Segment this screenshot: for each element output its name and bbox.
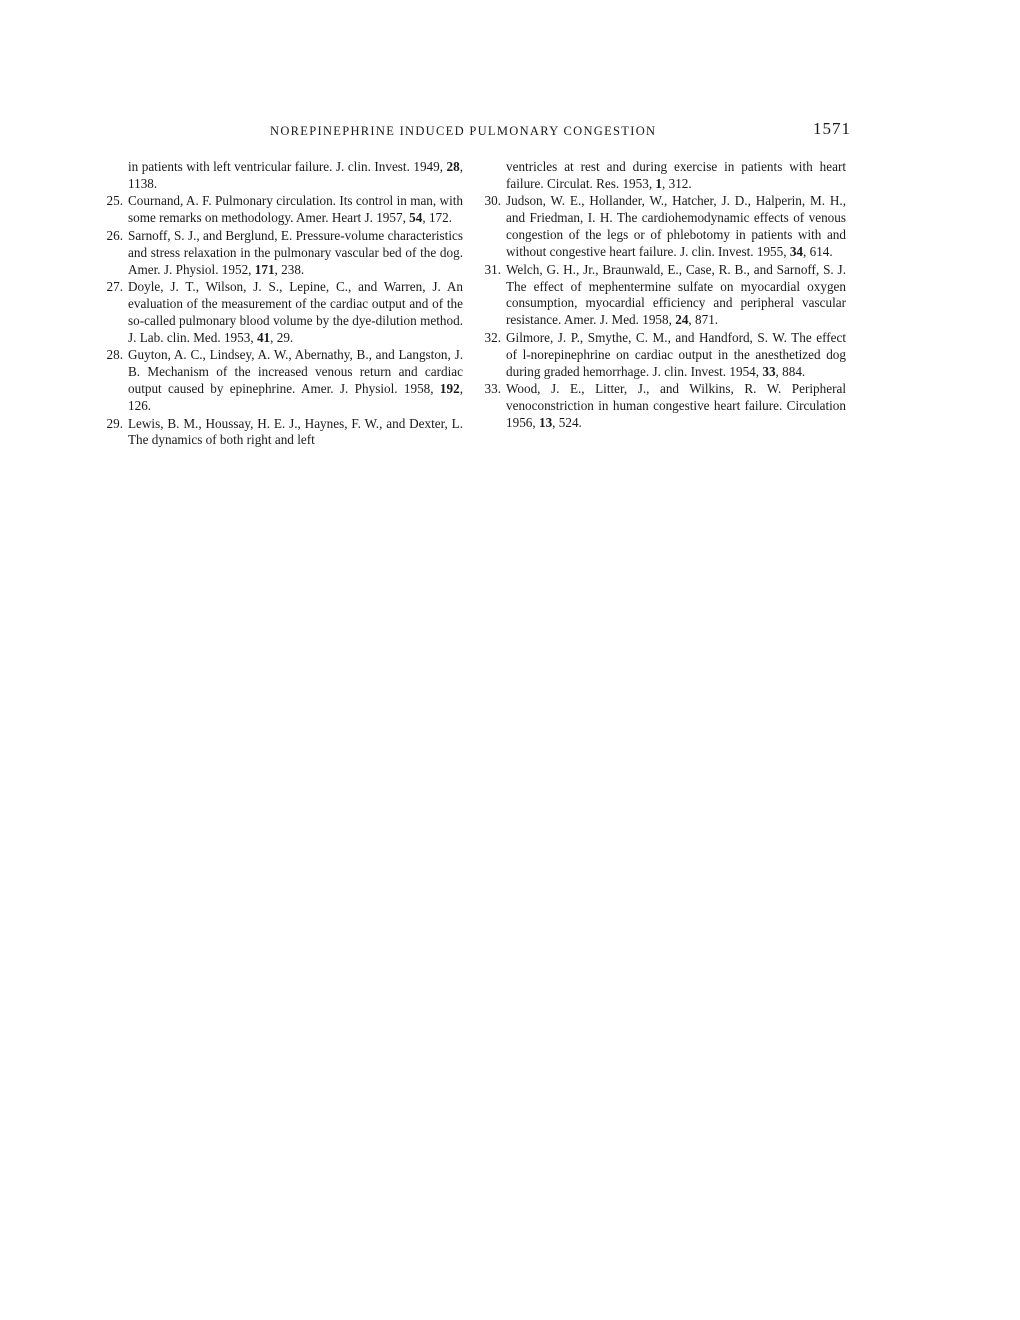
references-left-column xyxy=(103,159,463,450)
reference-number: 32. xyxy=(484,329,501,345)
reference-pages: , 172. xyxy=(422,210,453,226)
reference-text: Doyle, J. T., Wilson, J. S., Lepine, C., and Warren, J. An evaluation of the measurement of the cardiac output and of the so-called pulmonary blood volume by the dye-dilution method. J. Lab. clin. Med. 1953, xyxy=(128,279,463,345)
reference-number: 28. xyxy=(106,347,123,363)
reference-pages: , 29. xyxy=(270,329,294,345)
running-title: NOREPINEPHRINE INDUCED PULMONARY CONGESTION xyxy=(270,124,657,138)
reference-volume: 41 xyxy=(256,329,271,345)
reference-item xyxy=(481,193,846,261)
reference-item xyxy=(481,330,846,381)
references-right-column xyxy=(481,159,846,432)
reference-text: Sarnoff, S. J., and Berglund, E. Pressure-volume characteristics and stress relaxation in the pulmonary vascular bed of the dog. Amer. J. Physiol. 1952, xyxy=(128,227,463,277)
reference-number: 29. xyxy=(106,415,123,431)
reference-text: Gilmore, J. P., Smythe, C. M., and Handford, S. W. The effect of l-norepinephrine on cardiac output in the anesthetized dog during graded hemorrhage. J. clin. Invest. 1954, xyxy=(506,329,846,379)
reference-item xyxy=(481,262,846,330)
reference-pages: , 524. xyxy=(552,414,582,430)
reference-pages: , 126. xyxy=(128,381,463,414)
reference-text: Wood, J. E., Litter, J., and Wilkins, R. W. Peripheral venoconstriction in human congestive heart failure. Circulation 1956, xyxy=(506,381,846,430)
page-number: 1571 xyxy=(813,119,851,138)
reference-volume: 1 xyxy=(655,175,663,191)
reference-pages: , 312. xyxy=(662,175,692,191)
reference-volume: 54 xyxy=(409,210,423,226)
reference-volume: 171 xyxy=(254,261,275,277)
reference-number: 25. xyxy=(106,193,123,209)
reference-item xyxy=(103,159,463,193)
reference-text: ventricles at rest and during exercise in patients with heart failure. Circulat. Res. 1953, xyxy=(506,159,846,191)
reference-item xyxy=(103,347,463,415)
reference-pages: , 871. xyxy=(688,312,719,328)
reference-item xyxy=(481,381,846,432)
reference-text: Lewis, B. M., Houssay, H. E. J., Haynes, F. W., and Dexter, L. The dynamics of both right and left xyxy=(128,415,463,448)
reference-number: 30. xyxy=(484,193,501,209)
reference-number: 33. xyxy=(484,381,501,397)
reference-item xyxy=(103,416,463,450)
reference-pages: , 238. xyxy=(274,261,305,277)
reference-volume: 28 xyxy=(446,159,460,174)
reference-number: 27. xyxy=(106,279,123,295)
reference-item xyxy=(103,228,463,279)
reference-item xyxy=(103,279,463,347)
reference-volume: 13 xyxy=(538,414,553,430)
reference-pages: , 614. xyxy=(803,244,833,260)
reference-text: Welch, G. H., Jr., Braunwald, E., Case, R. B., and Sarnoff, S. J. The effect of mephentermine sulfate on myocardial oxygen consumption, myocardial efficiency and peripheral vascular resistance. Amer. J. Med. 1958, xyxy=(506,261,846,328)
reference-number: 26. xyxy=(106,227,123,243)
reference-text: Judson, W. E., Hollander, W., Hatcher, J. D., Halperin, M. H., and Friedman, I. H. The cardiohemodynamic effects of venous congestion of the legs or of phlebotomy in patients with and without congestive heart failure. J. clin. Invest. 1955, xyxy=(506,193,846,260)
reference-volume: 192 xyxy=(439,381,460,397)
reference-text: in patients with left ventricular failure. J. clin. Invest. 1949, xyxy=(128,159,447,174)
reference-volume: 24 xyxy=(675,312,689,328)
reference-volume: 33 xyxy=(762,363,776,379)
reference-pages: , 884. xyxy=(775,363,806,379)
reference-volume: 34 xyxy=(789,244,804,260)
reference-item xyxy=(103,193,463,227)
reference-text: Cournand, A. F. Pulmonary circulation. Its control in man, with some remarks on methodology. Amer. Heart J. 1957, xyxy=(128,193,463,226)
reference-number: 31. xyxy=(484,261,501,277)
reference-pages: , 1138. xyxy=(128,159,463,191)
reference-item xyxy=(481,159,846,193)
reference-text: Guyton, A. C., Lindsey, A. W., Abernathy, B., and Langston, J. B. Mechanism of the increased venous return and cardiac output caused by epinephrine. Amer. J. Physiol. 1958, xyxy=(128,347,463,397)
